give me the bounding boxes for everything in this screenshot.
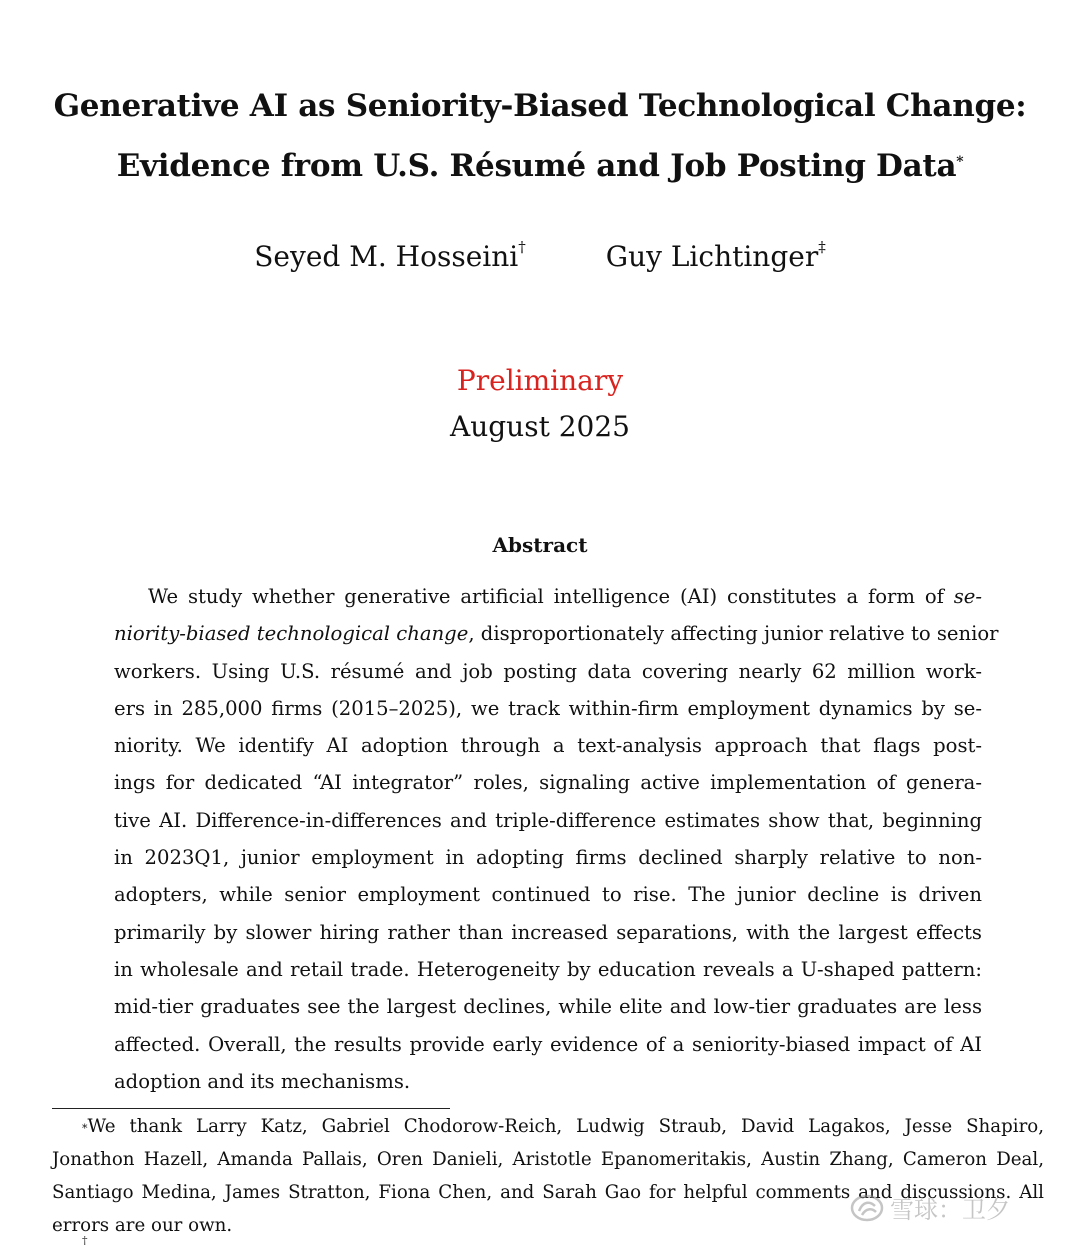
abstract-line: primarily by slower hiring rather than increased separations, with the largest effects — [114, 920, 982, 944]
status-label: Preliminary — [456, 364, 624, 397]
footnote-mark: * — [82, 1122, 88, 1135]
author-1 — [254, 240, 525, 273]
abstract-line: in 2023Q1, junior employment in adopting firms declined sharply relative to non- — [114, 846, 982, 870]
author-list — [0, 240, 1080, 273]
author-2-name: Guy Lichtinger — [605, 240, 819, 273]
abstract-line: ings for dedicated “AI integrator” roles, signaling active implementation of genera- — [114, 771, 982, 795]
snowball-logo-icon — [850, 1193, 884, 1223]
footnote-line: errors are our own. — [52, 1215, 233, 1236]
abstract-heading: Abstract — [492, 533, 588, 557]
next-footnote-mark: † — [82, 1234, 88, 1247]
paper-title — [0, 76, 1080, 196]
abstract-emphasis: se- — [953, 585, 982, 608]
abstract-line: ers in 285,000 firms (2015–2025), we track within-firm employment dynamics by se- — [114, 696, 982, 720]
footnote-line — [52, 1110, 1044, 1143]
footnote-line: Jonathon Hazell, Amanda Pallais, Oren Danieli, Aristotle Epanomeritakis, Austin Zhang, Cameron Deal, — [52, 1149, 1044, 1170]
author-2-mark: ‡ — [818, 238, 826, 256]
footnote-divider — [52, 1108, 450, 1109]
publication-date: August 2025 — [450, 410, 630, 443]
abstract-line: in wholesale and retail trade. Heterogeneity by education reveals a U-shaped pattern: — [114, 957, 982, 981]
abstract-line: adopters, while senior employment continued to rise. The junior decline is driven — [114, 883, 982, 907]
abstract-text: , disproportionately affecting junior relative to senior — [468, 622, 999, 646]
title-line-1: Generative AI as Seniority-Biased Technological Change: — [53, 88, 1027, 124]
abstract-body — [114, 578, 999, 1100]
abstract-line: tive AI. Difference-in-differences and triple-difference estimates show that, beginning — [114, 808, 982, 832]
watermark — [850, 1190, 1010, 1225]
abstract-line: workers. Using U.S. résumé and job posting data covering nearly 62 million work- — [114, 659, 982, 683]
watermark-text: 雪球：卫夕 — [890, 1196, 1010, 1224]
author-1-mark: † — [518, 238, 526, 256]
title-line-2 — [0, 136, 1080, 196]
abstract-line: affected. Overall, the results provide early evidence of a seniority-biased impact of AI — [114, 1032, 982, 1056]
abstract-emphasis: niority-biased technological change — [114, 622, 469, 646]
abstract-line: mid-tier graduates see the largest declines, while elite and low-tier graduates are less — [114, 995, 982, 1019]
abstract-line — [114, 578, 982, 615]
title-footnote-mark: * — [956, 154, 964, 170]
abstract-line: niority. We identify AI adoption through a text-analysis approach that flags post- — [114, 734, 982, 758]
abstract-line — [114, 615, 999, 652]
abstract-text: We study whether generative artificial intelligence (AI) constitutes a form of — [148, 585, 954, 608]
title-line-2-text: Evidence from U.S. Résumé and Job Posting Data — [116, 148, 957, 184]
abstract-line: adoption and its mechanisms. — [114, 1069, 411, 1093]
author-2 — [606, 240, 826, 273]
footnote-text: We thank Larry Katz, Gabriel Chodorow-Reich, Ludwig Straub, David Lagakos, Jesse Shapiro, — [87, 1116, 1044, 1137]
author-1-name: Seyed M. Hosseini — [254, 240, 519, 273]
footnote-line: Santiago Medina, James Stratton, Fiona Chen, and Sarah Gao for helpful comments and discussions. All — [52, 1182, 1044, 1203]
